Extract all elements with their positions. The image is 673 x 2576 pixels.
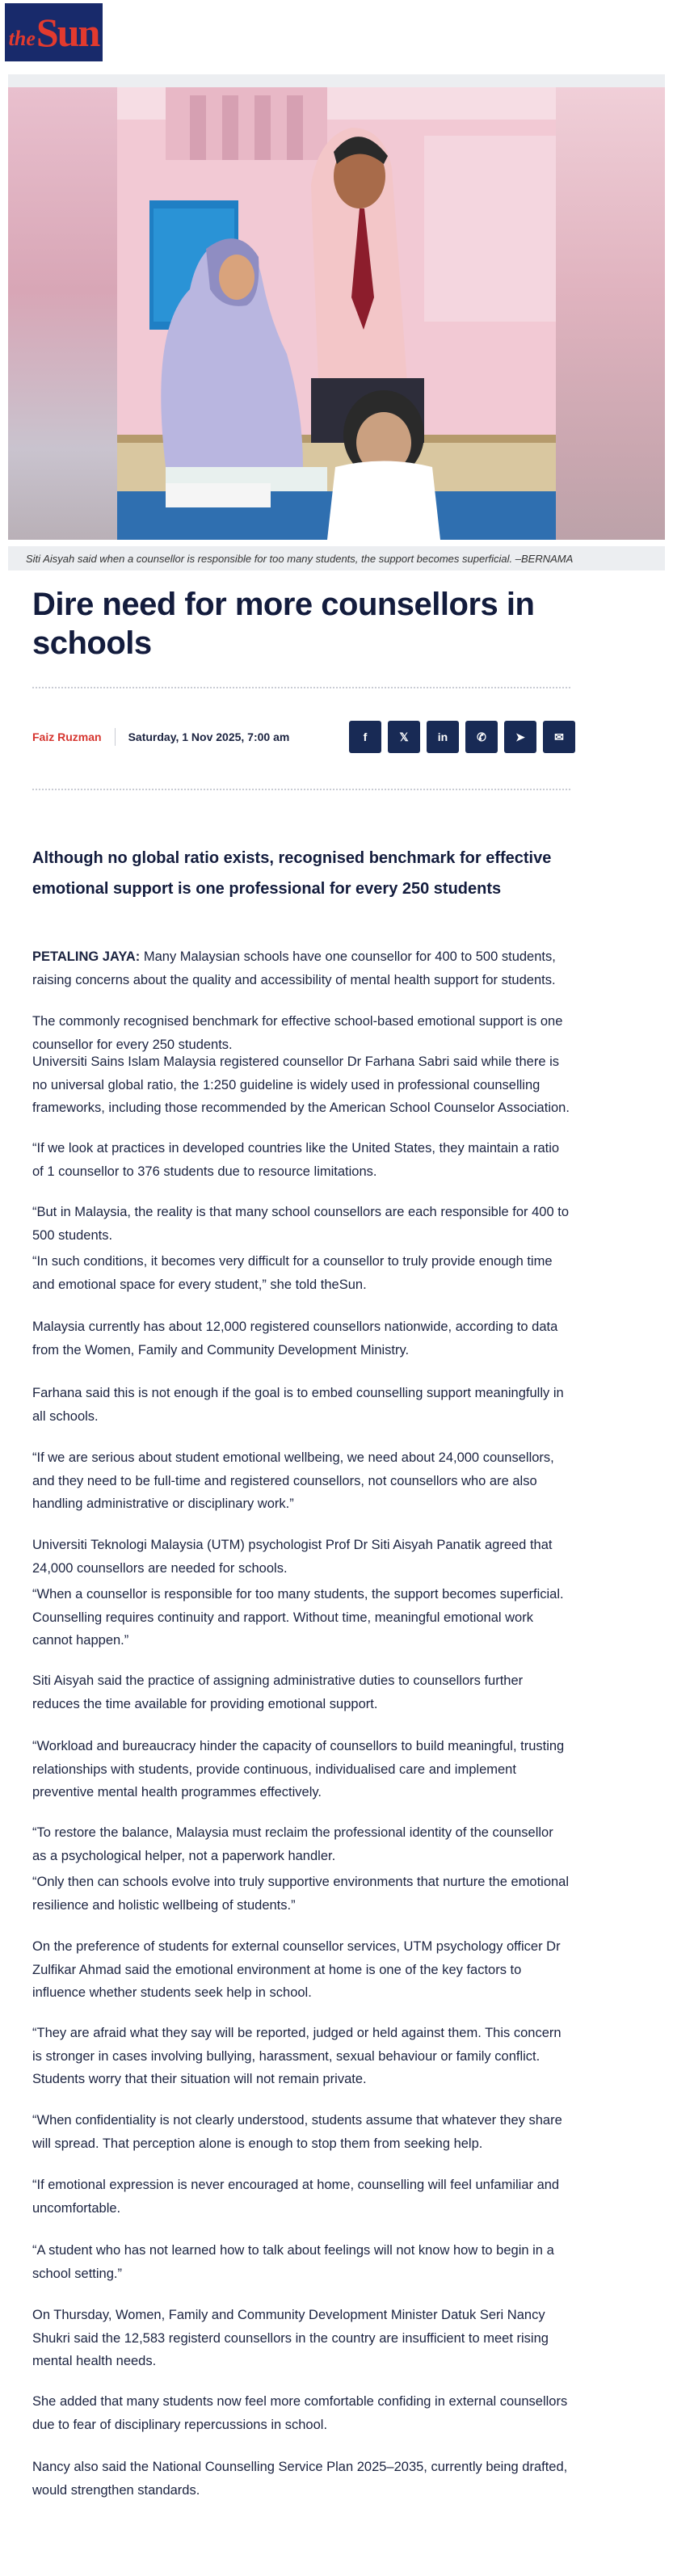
paragraph: “If we look at practices in developed countries like the United States, they maintain a ratio of 1 counsellor to 376 students due to resource limitations. [32,1141,560,1179]
logo-the: the [8,27,36,50]
article-title: Dire need for more counsellors in schools [32,587,535,661]
thesun-logo[interactable] [5,3,103,61]
site-header [0,0,673,74]
linkedin-icon: in [437,730,448,743]
author-name[interactable]: Faiz Ruzman [32,730,102,743]
paragraph: “In such conditions, it becomes very difficult for a counsellor to truly provide enough time and emotional space for every student,” she told theSun. [32,1254,553,1292]
telegram-share-button[interactable] [504,721,536,753]
hero-photo [117,87,556,540]
hero-blur-left [8,87,117,540]
byline-separator [115,728,116,746]
facebook-icon: f [363,730,368,743]
paragraph [32,945,570,991]
paragraph: Siti Aisyah said the practice of assigning administrative duties to counsellors further reduces the time available for providing emotional support. [32,1673,524,1711]
paragraph: “But in Malaysia, the reality is that many school counsellors are each responsible for 400 to 500 students. [32,1205,570,1243]
paragraph: “When confidentiality is not clearly understood, students assume that whatever they share will spread. That perception alone is enough to stop them from seeking help. [32,2113,562,2151]
paragraph: “If we are serious about student emotional wellbeing, we need about 24,000 counsellors, and they need to be full-time and registered counsellors, not counsellors who are also handling administrative or disciplinary work.” [32,1450,554,1511]
byline [32,721,289,753]
paragraph: On Thursday, Women, Family and Community Development Minister Datuk Seri Nancy Shukri said the 12,583 registerd counsellors in the country are insufficient to meet rising mental health needs. [32,2308,549,2368]
paragraph: “To restore the balance, Malaysia must reclaim the professional identity of the counsellor as a psychological helper, not a paperwork handler. [32,1825,553,1863]
linkedin-share-button[interactable] [427,721,459,753]
share-bar [349,721,575,753]
hero-image [8,87,665,540]
paragraph: The commonly recognised benchmark for effective school-based emotional support is one counsellor for every 250 students. [32,1014,563,1052]
paragraph: On the preference of students for external counsellor services, UTM psychology officer Dr Zulfikar Ahmad said the emotional environment at home is one of the key factors to influence whether students seek help in school. [32,1939,561,2000]
paragraph: She added that many students now feel more comfortable confiding in external counsellors due to fear of disciplinary repercussions in school. [32,2394,568,2432]
x-share-button[interactable] [388,721,420,753]
email-icon: ✉ [554,730,564,743]
paragraph: Farhana said this is not enough if the goal is to embed counselling support meaningfully in all schools. [32,1386,564,1424]
whatsapp-icon: ✆ [477,730,486,743]
hero-caption: Siti Aisyah said when a counsellor is responsible for too many students, the support becomes superficial. –BERNAMA [8,546,665,570]
paragraph: Nancy also said the National Counselling Service Plan 2025–2035, currently being drafted, would strengthen standards. [32,2460,568,2498]
ad-placeholder-bar [8,74,665,87]
paragraph: Universiti Sains Islam Malaysia registered counsellor Dr Farhana Sabri said while there is no universal global ratio, the 1:250 guideline is widely used in professional counselling frameworks, including those recommended by the American School Counselor Association. [32,1054,570,1115]
paragraph: “Only then can schools evolve into truly supportive environments that nurture the emotional resilience and holistic wellbeing of students.” [32,1875,570,1913]
telegram-icon: ➤ [515,730,525,743]
facebook-share-button[interactable] [349,721,381,753]
divider-top [32,687,570,688]
hero-blur-right [556,87,665,540]
divider-bottom [32,789,570,790]
paragraph: Universiti Teknologi Malaysia (UTM) psychologist Prof Dr Siti Aisyah Panatik agreed that 24,000 counsellors are needed for schools. [32,1538,553,1576]
paragraph-text: Many Malaysian schools have one counsellor for 400 to 500 students, raising concerns about the quality and accessibility of mental health support for students. [32,949,556,987]
publish-date: Saturday, 1 Nov 2025, 7:00 am [128,730,290,743]
logo-sun: Sun [36,10,99,55]
article-dek: Although no global ratio exists, recognised benchmark for effective emotional support is one professional for every 250 students [32,849,552,898]
paragraph: “A student who has not learned how to talk about feelings will not know how to begin in a school setting.” [32,2243,554,2281]
paragraph: “Workload and bureaucracy hinder the capacity of counsellors to build meaningful, trusting relationships with students, provide continuous, individualised care and implement preventive mental health programmes effectively. [32,1739,565,1799]
paragraph: “If emotional expression is never encouraged at home, counselling will feel unfamiliar and uncomfortable. [32,2178,560,2216]
email-share-button[interactable] [543,721,575,753]
paragraph: “They are afraid what they say will be reported, judged or held against them. This concern is stronger in cases involving bullying, harassment, sexual behaviour or family conflict. Students worry that their situation will not remain private. [32,2026,562,2086]
paragraph: Malaysia currently has about 12,000 registered counsellors nationwide, according to data from the Women, Family and Community Development Ministry. [32,1320,558,1357]
paragraph: “When a counsellor is responsible for too many students, the support becomes superficial. Counselling requires continuity and rapport. Without time, meaningful emotional work cannot happen.” [32,1587,564,1648]
whatsapp-share-button[interactable] [465,721,498,753]
x-icon: 𝕏 [399,730,409,743]
dateline: PETALING JAYA: [32,949,141,964]
